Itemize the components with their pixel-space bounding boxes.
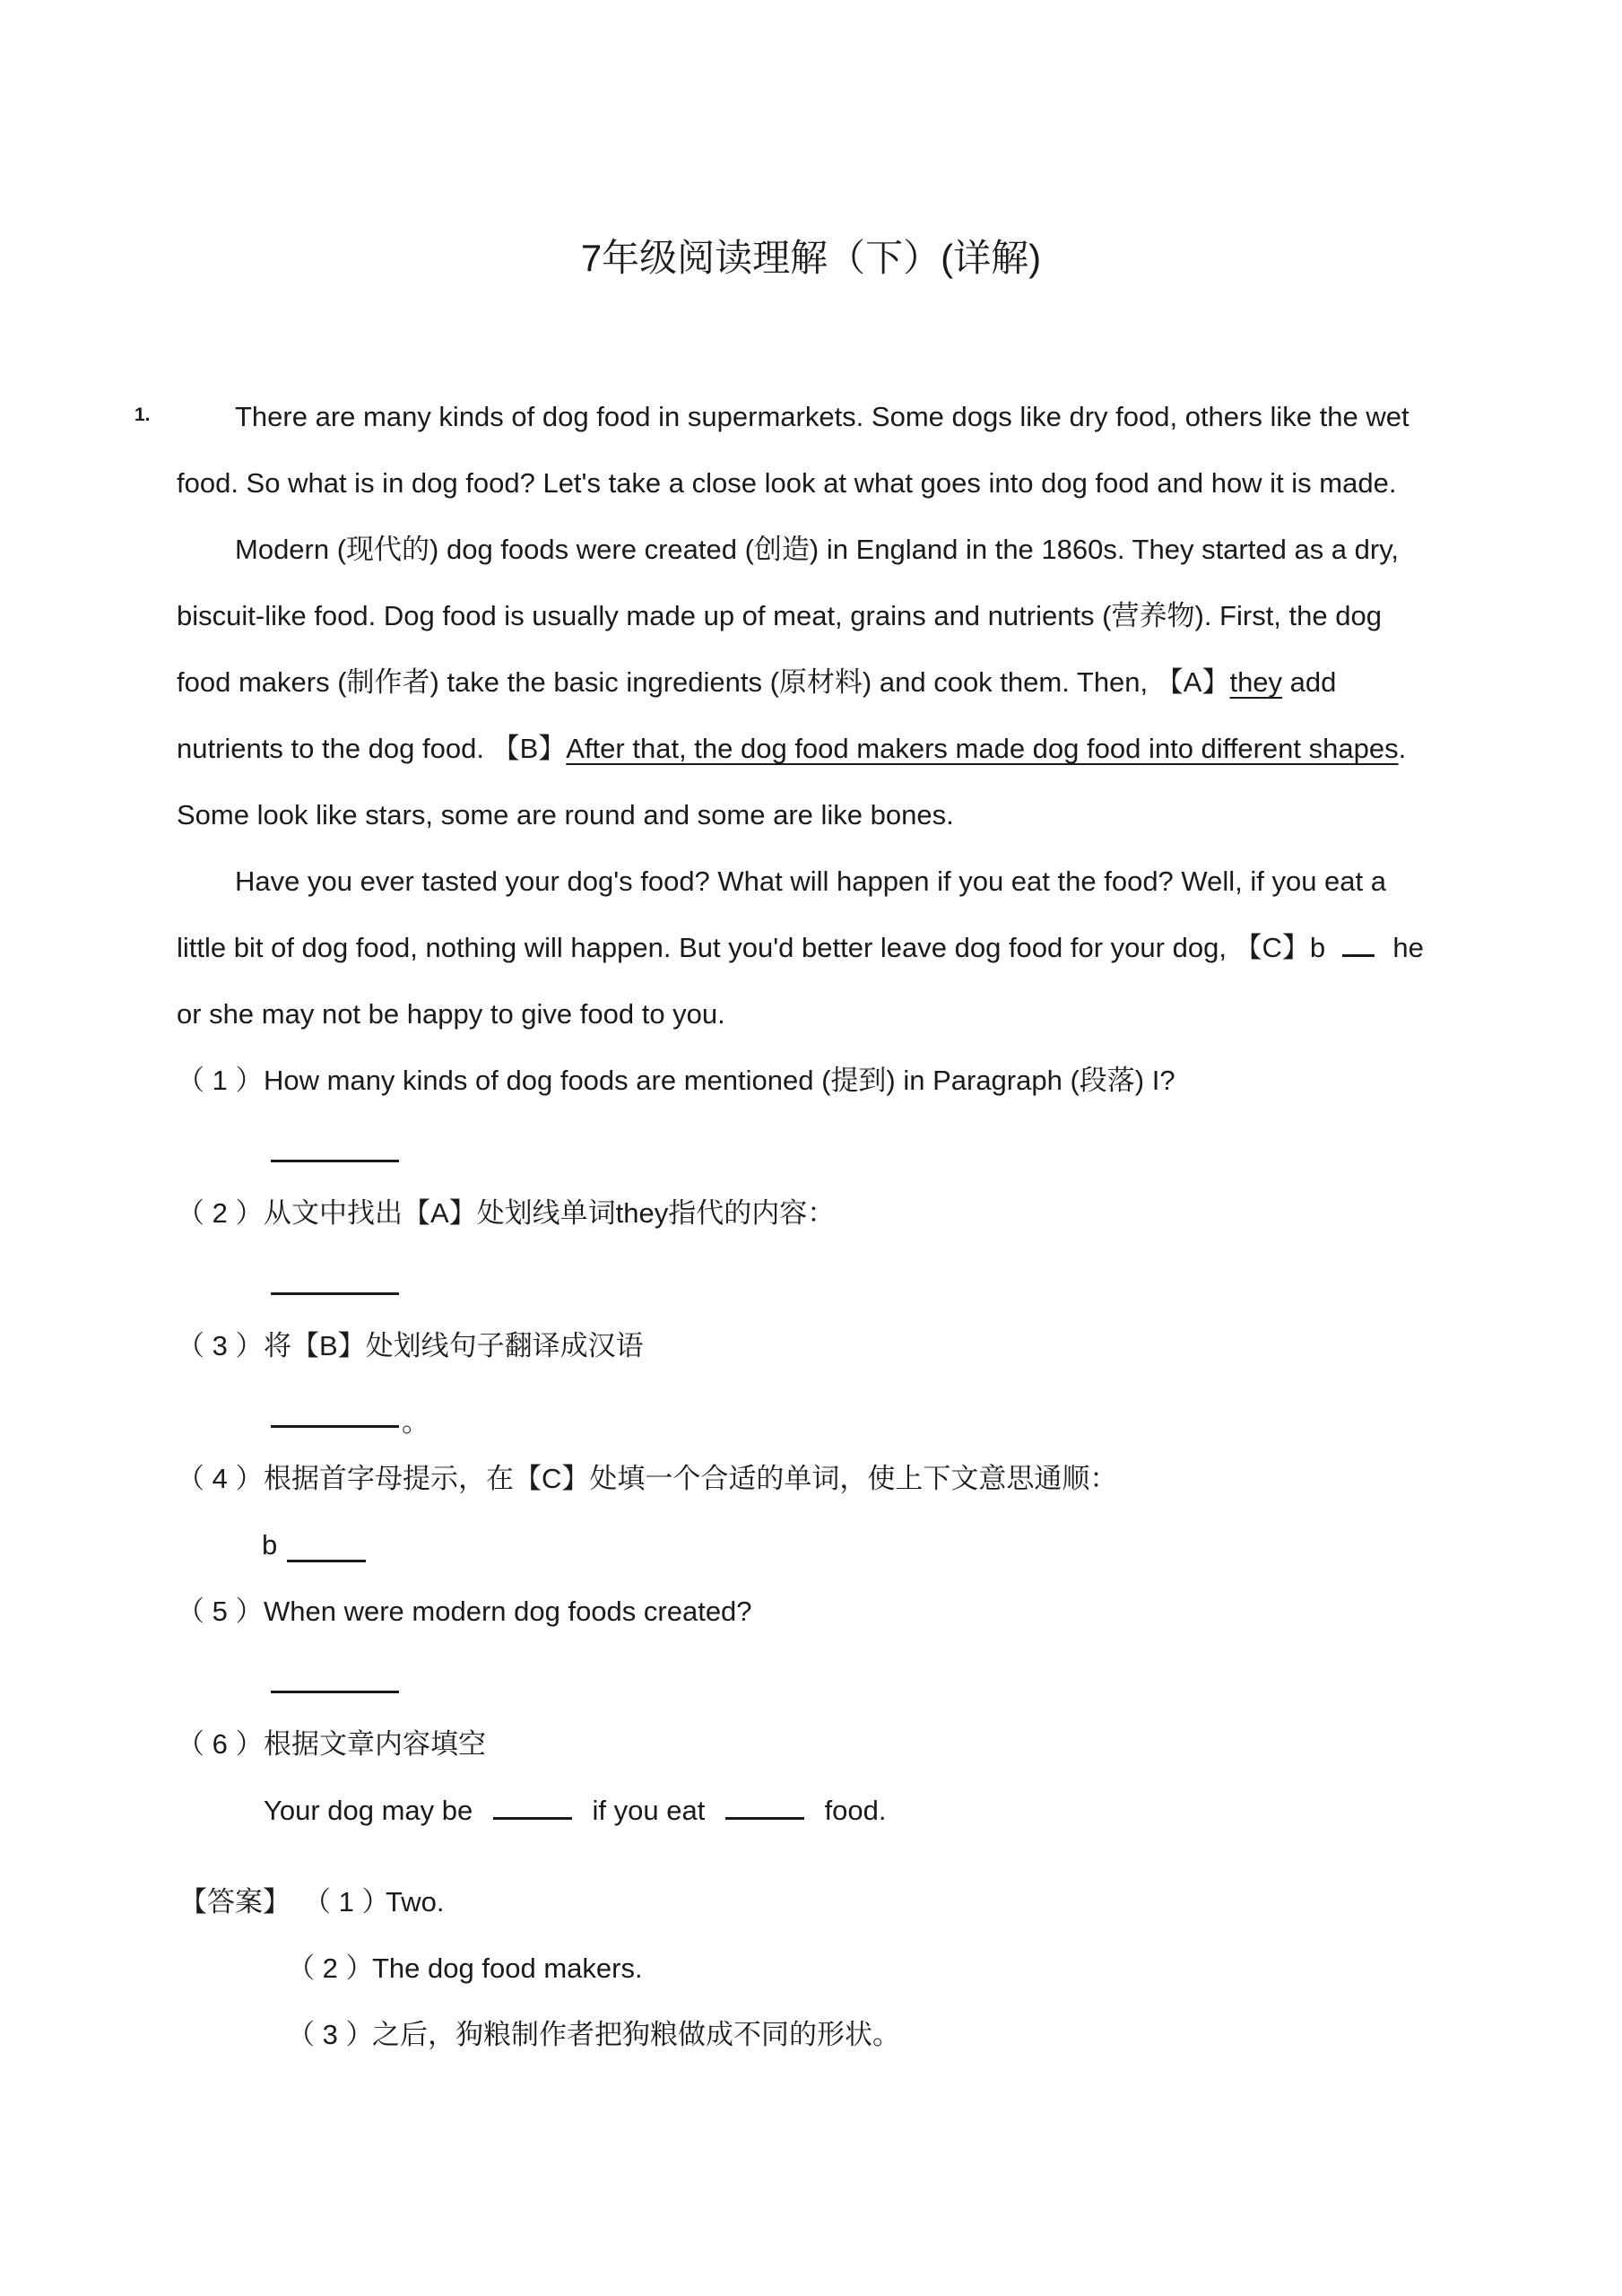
- question-text: 从文中找出【A】处划线单词they指代的内容：: [264, 1197, 836, 1229]
- passage-line: or she may not be happy to give food to you.: [177, 998, 725, 1030]
- page-title: 7年级阅读理解（下）(详解): [580, 237, 1042, 279]
- question-label: （ 4 ）: [177, 1463, 264, 1494]
- passage-line: There are many kinds of dog food in supermarkets. Some dogs like dry food, others like the wet: [235, 401, 1409, 432]
- question-text: How many kinds of dog foods are mentioned (提到) in Paragraph (段落) I?: [264, 1065, 1175, 1096]
- passage-line: [177, 661, 1477, 704]
- question-label: （ 5 ）: [177, 1596, 264, 1627]
- passage-line: Some look like stars, some are round and some are like bones.: [177, 799, 954, 831]
- blank-prefix: b: [262, 1529, 278, 1561]
- question-text: 根据文章内容填空: [264, 1728, 486, 1760]
- fill-text: Your dog may be: [264, 1795, 473, 1826]
- passage-text: add: [1282, 666, 1337, 698]
- answer-label: （ 1 ）: [303, 1886, 390, 1918]
- answer-text: Two.: [386, 1886, 445, 1918]
- answer-blank-6a[interactable]: [493, 1816, 572, 1820]
- answer-blank-4[interactable]: [287, 1560, 366, 1562]
- passage-line: Modern (现代的) dog foods were created (创造) in England in the 1860s. They started as a dry,: [235, 534, 1400, 565]
- passage-line: food. So what is in dog food? Let's take a close look at what goes into dog food and how it is made.: [177, 467, 1397, 499]
- answer-blank-6b[interactable]: [725, 1816, 804, 1820]
- question-text: When were modern dog foods created?: [264, 1596, 752, 1627]
- passage-text: nutrients to the dog food. 【B】: [177, 733, 567, 764]
- question-label: （ 2 ）: [177, 1197, 264, 1229]
- question-label: （ 1 ）: [177, 1065, 264, 1096]
- fill-text: if you eat: [592, 1795, 706, 1826]
- question-text: 将【B】处划线句子翻译成汉语: [264, 1330, 644, 1361]
- passage-line: [177, 727, 1477, 770]
- answer-text: 之后，狗粮制作者把狗粮做成不同的形状。: [372, 2019, 900, 2050]
- underlined-word-a: they: [1229, 666, 1283, 698]
- answer-heading: 【答案】: [179, 1886, 291, 1918]
- blank-suffix: 。: [402, 1406, 429, 1438]
- question-number: 1.: [134, 404, 151, 425]
- blank-c[interactable]: [1342, 953, 1375, 957]
- passage-text: little bit of dog food, nothing will happen. But you'd better leave dog food for your dog, 【C】b: [177, 932, 1326, 963]
- answer-text: The dog food makers.: [372, 1952, 643, 1984]
- passage-text: he: [1392, 932, 1424, 963]
- answer-blank-3[interactable]: [271, 1425, 399, 1428]
- passage-text: food makers (制作者) take the basic ingredients (原材料) and cook them. Then, 【A】: [177, 666, 1230, 698]
- passage-line: [177, 926, 1477, 970]
- question-label: （ 3 ）: [177, 1330, 264, 1361]
- fill-text: food.: [824, 1795, 887, 1826]
- fill-sentence: [264, 1789, 887, 1832]
- answer-blank-2[interactable]: [271, 1292, 399, 1295]
- answer-blank-1[interactable]: [271, 1160, 399, 1162]
- question-label: （ 6 ）: [177, 1728, 264, 1760]
- question-text: 根据首字母提示，在【C】处填一个合适的单词，使上下文意思通顺：: [264, 1463, 1118, 1494]
- answer-label: （ 2 ）: [287, 1952, 374, 1984]
- answer-blank-5[interactable]: [271, 1691, 399, 1693]
- passage-text: .: [1398, 733, 1407, 764]
- answer-label: （ 3 ）: [287, 2019, 374, 2050]
- passage-line: biscuit-like food. Dog food is usually made up of meat, grains and nutrients (营养物). First, the dog: [177, 600, 1382, 631]
- passage-line: Have you ever tasted your dog's food? What will happen if you eat the food? Well, if you eat a: [235, 865, 1387, 897]
- underlined-sentence-b: After that, the dog food makers made dog food into different shapes: [566, 733, 1399, 764]
